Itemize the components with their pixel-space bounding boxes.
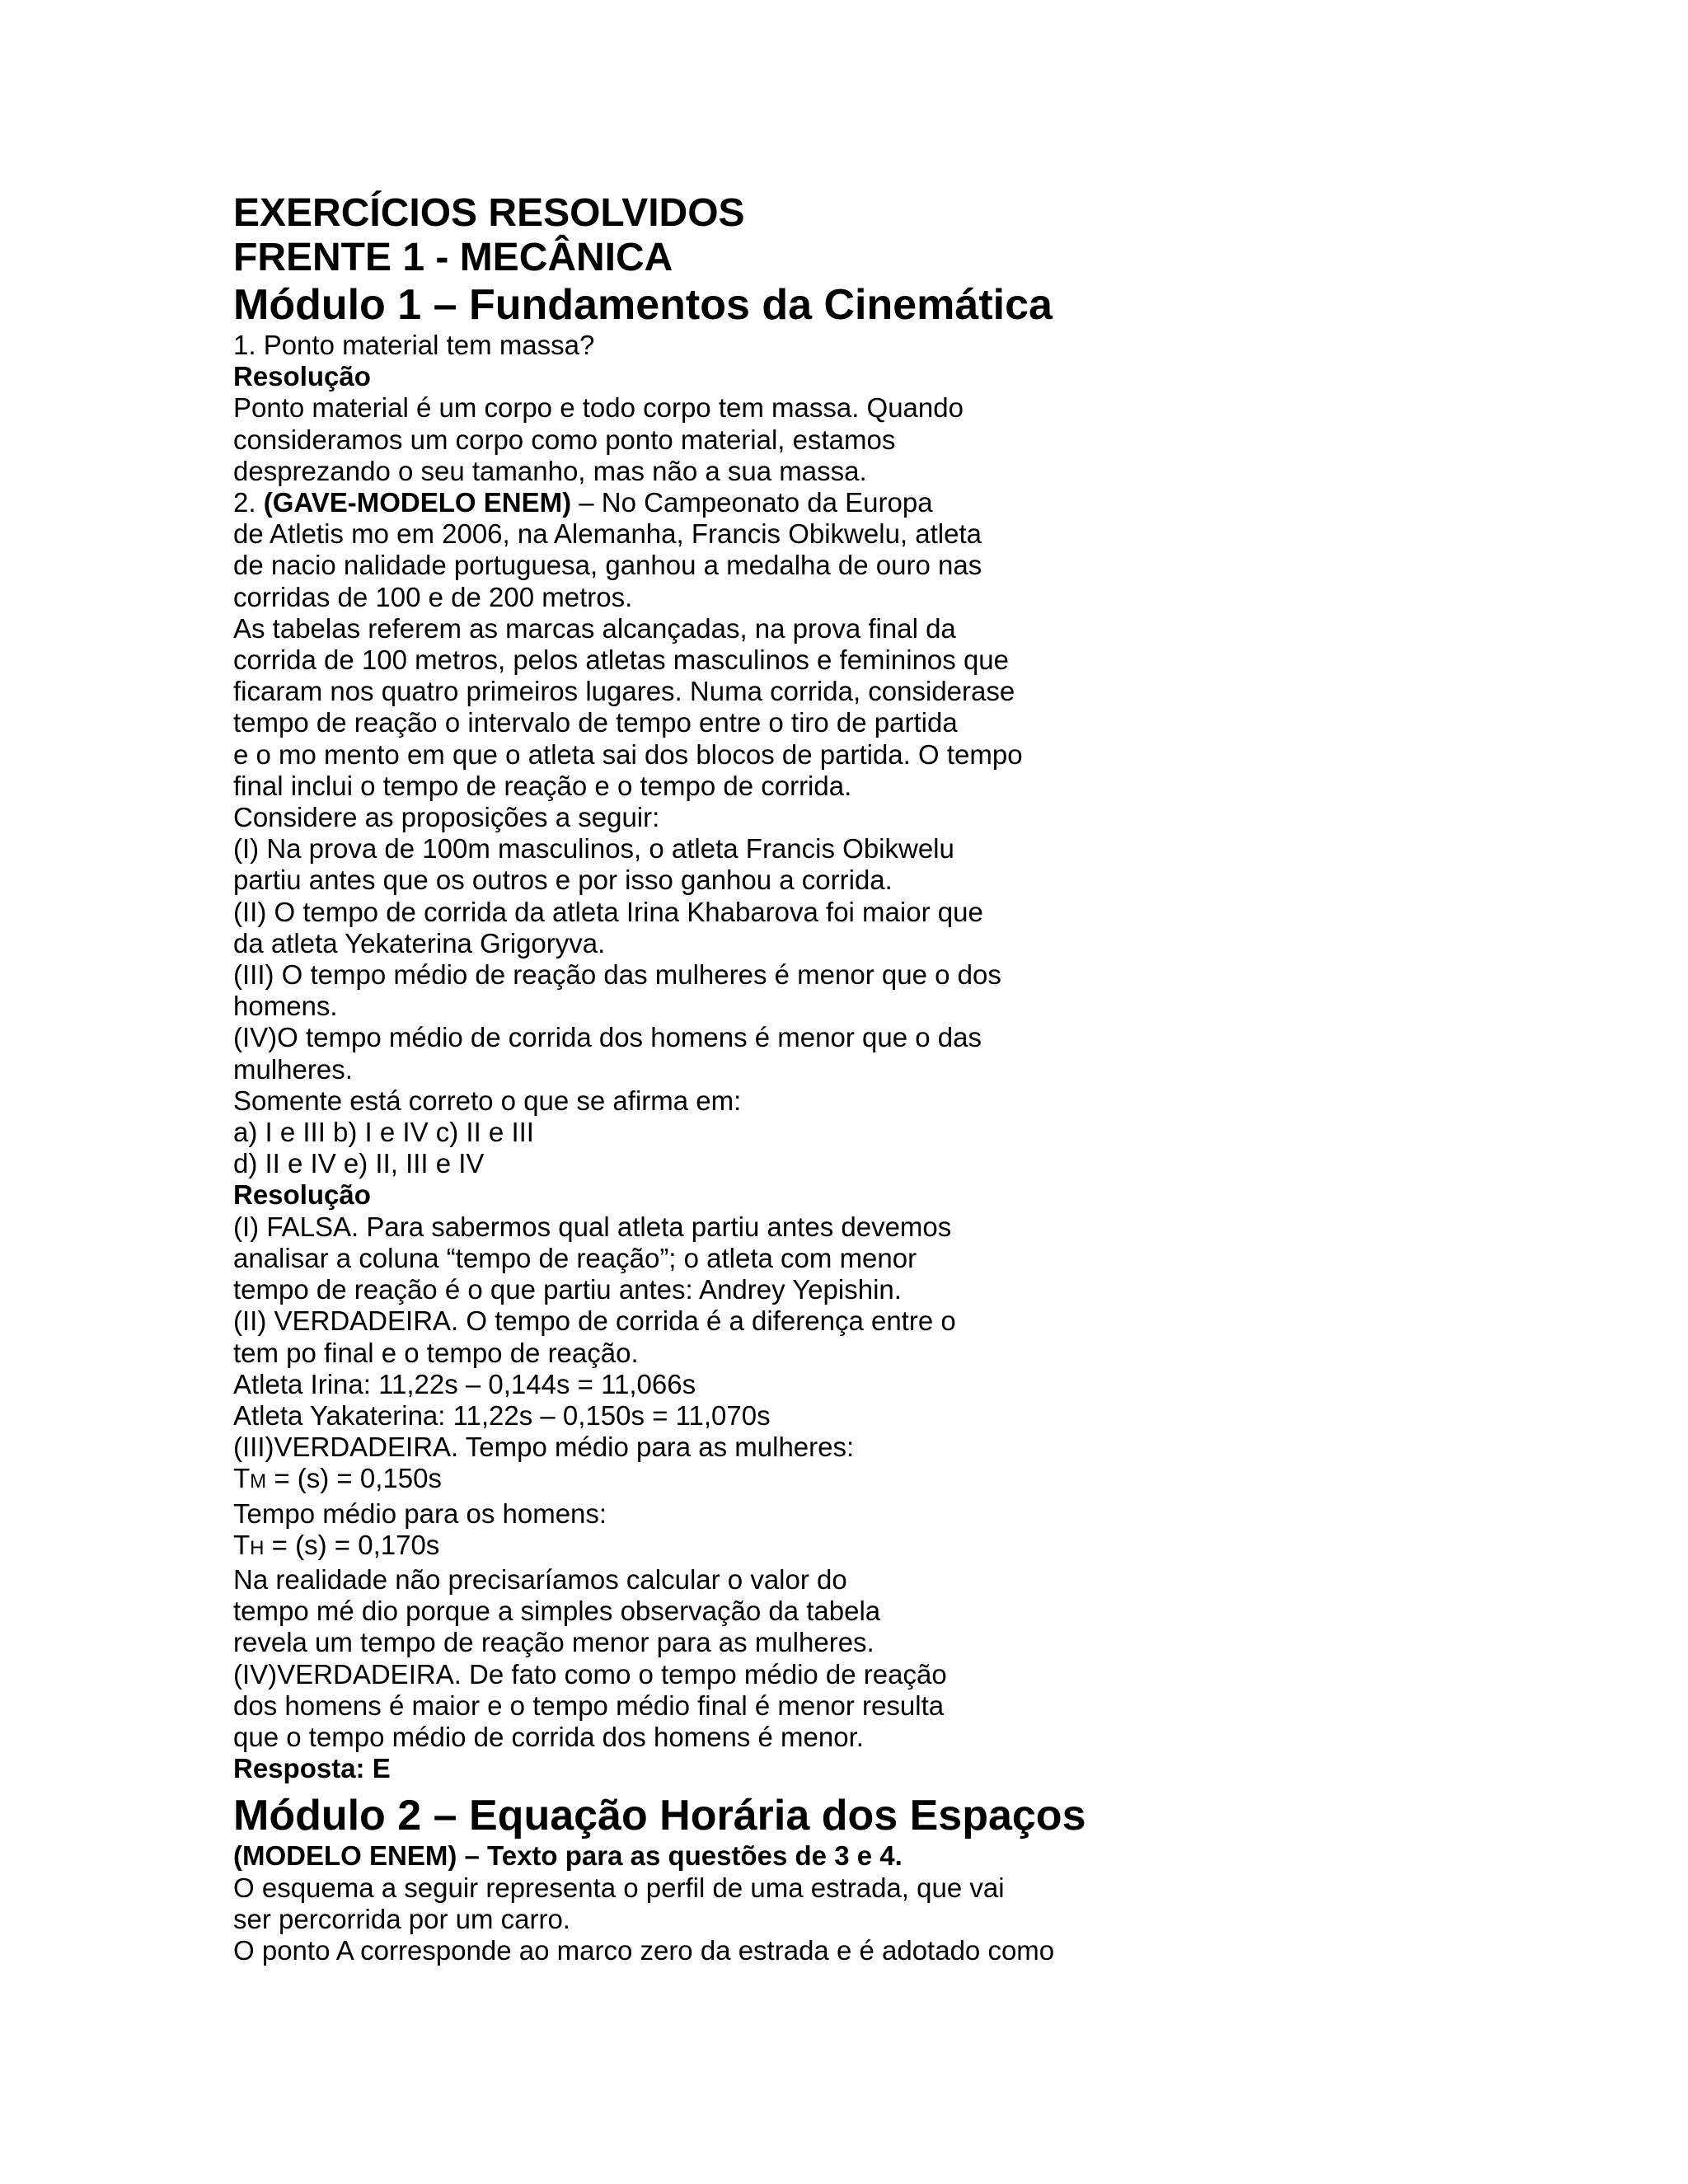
- text-line: final inclui o tempo de reação e o tempo de corrida.: [233, 770, 852, 801]
- question-text: – No Campeonato da Europa: [571, 487, 933, 518]
- formula-symbol: T: [233, 1529, 251, 1560]
- resolution-line: tempo de reação é o que partiu antes: Andrey Yepishin.: [233, 1274, 902, 1305]
- resolution-line: tem po final e o tempo de reação.: [233, 1337, 639, 1368]
- section-title: FRENTE 1 - MECÂNICA: [233, 236, 673, 279]
- proposition-line: (II) O tempo de corrida da atleta Irina Khabarova foi maior que: [233, 896, 983, 927]
- module-2-title: Módulo 2 – Equação Horária dos Espaços: [233, 1792, 1086, 1840]
- text-line: de Atletis mo em 2006, na Alemanha, Francis Obikwelu, atleta: [233, 518, 982, 550]
- resolution-line: (IV)VERDADEIRA. De fato como o tempo médio de reação: [233, 1658, 947, 1690]
- proposition-line: da atleta Yekaterina Grigoryva.: [233, 927, 606, 958]
- resolution-label: Resolução: [233, 1179, 371, 1211]
- question-1: 1. Ponto material tem massa?: [233, 330, 595, 360]
- resolution-line: (I) FALSA. Para sabermos qual atleta partiu antes devemos: [233, 1211, 952, 1242]
- text-line: corridas de 100 e de 200 metros.: [233, 581, 633, 612]
- text-line: ser percorrida por um carro.: [233, 1903, 570, 1934]
- question-2-first-line: [233, 487, 1651, 518]
- proposition-line: homens.: [233, 991, 338, 1022]
- document-title: EXERCÍCIOS RESOLVIDOS: [233, 191, 745, 235]
- text-line: desprezando o seu tamanho, mas não a sua massa.: [233, 455, 867, 486]
- text-line: ficaram nos quatro primeiros lugares. Numa corrida, considerase: [233, 676, 1015, 707]
- proposition-line: (III) O tempo médio de reação das mulheres é menor que o dos: [233, 959, 1001, 991]
- resolution-line: (III)VERDADEIRA. Tempo médio para as mulheres:: [233, 1432, 855, 1463]
- formula-subscript: H: [250, 1536, 265, 1559]
- text-line: Considere as proposições a seguir:: [233, 802, 660, 833]
- text-line: Ponto material é um corpo e todo corpo tem massa. Quando: [233, 392, 964, 424]
- formula-value: = (s) = 0,150s: [266, 1463, 442, 1494]
- formula-symbol: T: [233, 1463, 251, 1494]
- proposition-line: (I) Na prova de 100m masculinos, o atleta Francis Obikwelu: [233, 833, 954, 865]
- resolution-line: Atleta Yakaterina: 11,22s – 0,150s = 11,070s: [233, 1399, 771, 1431]
- text-line: e o mo mento em que o atleta sai dos blocos de partida. O tempo: [233, 738, 1023, 770]
- resolution-line: analisar a coluna “tempo de reação”; o atleta com menor: [233, 1242, 917, 1273]
- resolution-line: que o tempo médio de corrida dos homens é menor.: [233, 1721, 864, 1752]
- formula-subscript: M: [250, 1470, 267, 1493]
- resolution-line: tempo mé dio porque a simples observação da tabela: [233, 1596, 881, 1627]
- resolution-line: Tempo médio para os homens:: [233, 1497, 607, 1529]
- text-line: O esquema a seguir representa o perfil de uma estrada, que vai: [233, 1872, 1005, 1903]
- document-page: [233, 191, 1651, 1966]
- text-line: consideramos um corpo como ponto material, estamos: [233, 424, 896, 455]
- text-line: corrida de 100 metros, pelos atletas masculinos e femininos que: [233, 644, 1009, 676]
- resolution-line: revela um tempo de reação menor para as mulheres.: [233, 1627, 874, 1658]
- module-2-subtitle: (MODELO ENEM) – Texto para as questões de 3 e 4.: [233, 1840, 903, 1872]
- resolution-line: Na realidade não precisaríamos calcular o valor do: [233, 1563, 847, 1595]
- text-line: de nacio nalidade portuguesa, ganhou a medalha de ouro nas: [233, 550, 982, 581]
- question-source: (GAVE-MODELO ENEM): [263, 487, 572, 518]
- proposition-line: (IV)O tempo médio de corrida dos homens é menor que o das: [233, 1022, 982, 1053]
- text-line: tempo de reação o intervalo de tempo entre o tiro de partida: [233, 707, 958, 738]
- answer-options-line: d) II e IV e) II, III e IV: [233, 1148, 485, 1179]
- text-line: O ponto A corresponde ao marco zero da estrada e é adotado como: [233, 1934, 1055, 1966]
- proposition-line: mulheres.: [233, 1053, 353, 1085]
- answer-options-line: a) I e III b) I e IV c) II e III: [233, 1117, 534, 1148]
- formula-women-mean: [233, 1463, 1651, 1497]
- answer-line: Resposta: E: [233, 1753, 391, 1784]
- formula-men-mean: [233, 1530, 1651, 1564]
- formula-value: = (s) = 0,170s: [264, 1529, 440, 1560]
- resolution-line: dos homens é maior e o tempo médio final é menor resulta: [233, 1690, 945, 1721]
- resolution-line: Atleta Irina: 11,22s – 0,144s = 11,066s: [233, 1368, 696, 1399]
- resolution-line: (II) VERDADEIRA. O tempo de corrida é a diferença entre o: [233, 1305, 956, 1337]
- text-line: Somente está correto o que se afirma em:: [233, 1085, 742, 1116]
- resolution-label: Resolução: [233, 361, 371, 392]
- proposition-line: partiu antes que os outros e por isso ganhou a corrida.: [233, 865, 893, 896]
- question-number: 2.: [233, 487, 264, 518]
- text-line: As tabelas referem as marcas alcançadas, na prova final da: [233, 612, 956, 644]
- module-1-title: Módulo 1 – Fundamentos da Cinemática: [233, 281, 1053, 329]
